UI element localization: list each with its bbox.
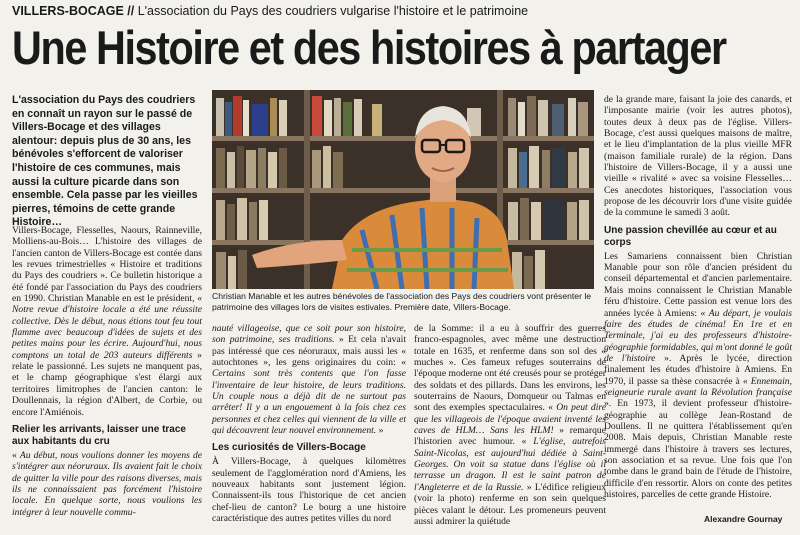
photo-illustration — [212, 90, 594, 289]
column-2 — [212, 323, 406, 525]
paragraph: À Villers-Bocage, à quelques kilomètres seulement de l'agglomération nord d'Amiens, les nouveaux habitants sont justement légion. Connaissent-ils tous l'historique de cet ancien chef-lieu de canton? Le bourg a une histoire caractéristique des autres petites villes du nord — [212, 456, 406, 525]
paragraph: nauté villageoise, que ce soit pour son histoire, son patrimoine, ses traditions. » Et cela n'avait pas intéressé que ces néoruraux, mais aussi les « autochtones », les gens originaires du coin: « Certains sont très contents que l'on fasse l'inventaire de leur histoire, de leurs traditions. Un couple nous a déjà dit de ne surtout pas arrêter! Il y a un engouement à la fois chez ces personnes et chez celles qui viennent de la ville et qui découvrent leur nouvel environnement. » — [212, 323, 406, 437]
photo-caption: Christian Manable et les autres bénévoles de l'association des Pays des coudriers vont présenter le patrimoine des villages lors de visites estivales. Première date, Villers-Bocage. — [212, 291, 592, 312]
subheading: Relier les arrivants, laisser une trace aux habitants du cru — [12, 423, 186, 447]
kicker-place: VILLERS-BOCAGE // — [12, 4, 135, 18]
paragraph: de la grande mare, faisant la joie des canards, et l'imposante mairie (voir les autres photos), toutes deux à deux pas de l'église. Villers-Bocage, c'est aussi quelques maisons de maître, et le lieu d'implantation de la plus vieille MFR (maison familiale rurale) de la région. Dans l'histoire de Villers-Bocage, il y a aussi une vieille « rivalité » avec sa voisine Flesselles… Ces anecdotes historiques, l'association vous propose de les découvrir lors d'une visite guidée de la commune le samedi 3 août. — [604, 94, 792, 219]
column-4 — [604, 94, 792, 500]
subheading: Une passion chevillée au cœur et au corps — [604, 224, 777, 248]
subheading: Les curiosités de Villers-Bocage — [212, 442, 366, 454]
article-headline: Une Histoire et des histoires à partager — [12, 21, 726, 74]
paragraph: de la Somme: il a eu à souffrir des guerres franco-espagnoles, avec même une destruction totale en 1635, et renferme dans son sol des « muches ». Ces fameux refuges souterrains de l'époque moderne ont été creusés pour se protéger des soldats et des pillards. Dans les environs, les souterrains de Naours, Domqueur ou Talmas en sont des exemples spectaculaires. « On peut dire que les villageois de l'époque avaient inventé les caves de HLM… Sans les HLM! » remarque l'historien avec humour. « L'église, autrefois Saint-Nicolas, est aujourd'hui dédiée à Saint-Georges. On voit sa statue dans l'église où il terrasse un dragon. Il est le saint patron de l'Angleterre et de la Russie. » L'édifice religieux (voir la photo) renferme en son sein quelques pièces valant le détour. Les promeneurs peuvent aussi admirer la quiétude — [414, 323, 606, 527]
paragraph: « Au début, nous voulions donner les moyens de s'intégrer aux néoruraux. Ils avaient fait le choix de quitter la ville pour des raisons diverses, mais ils ne connaissaient pas forcément l'histoire locale. En quelque sorte, nous voulions les intégrer à leur nouvelle commu- — [12, 449, 202, 518]
paragraph: Villers-Bocage, Flesselles, Naours, Rainneville, Molliens-au-Bois… L'histoire des villages de l'ancien canton de Villers-Bocage est contée dans les revues trimestrielles « Histoire et traditions du Pays des coudriers ». Ce bulletin historique a été fondé par l'association du Pays des coudriers en 1990. Christian Manable en est le président, « Notre revue d'histoire locale a été une réussite collective. Dès le début, nous étions tout feu tout flamme avec beaucoup d'idées de sujets et des petites mains pour les écrire. Aujourd'hui, nous comptons un total de 203 auteurs différents » relate le passionné. Les sujets ne manquent pas, et le champ géographique s'est élargi aux territoires limitrophes de l'ancien canton: le Doullennais, la région d'Albert, de Corbie, ou encore l'Amiénois. — [12, 225, 202, 418]
article-lead: L'association du Pays des coudriers en connaît un rayon sur le passé de Villers-Bocage et des villages alentour: depuis plus de 30 ans, les bénévoles s'efforcent de valoriser l'histoire de ces communes, mais aussi la culture picarde dans son ensemble. Cela passe par les vieilles pierres, témoins de cette grande Histoire… — [12, 94, 198, 229]
article-kicker — [12, 4, 528, 18]
column-1 — [12, 225, 202, 518]
column-3 — [414, 323, 606, 527]
author-byline: Alexandre Gournay — [704, 514, 783, 524]
article-photo — [212, 90, 594, 289]
paragraph: Les Samariens connaissent bien Christian Manable pour son rôle d'ancien président du conseil départemental et d'ancien parlementaire. Mais moins connaissent le Christian Manable féru d'histoire. Cette passion est venue lors des années lycée à Amiens: « Au départ, je voulais faire des études de cinéma! En 1re et en Terminale, j'ai eu des professeurs d'histoire-géographie formidables, qui m'ont donné le goût de l'histoire ». Après le lycée, direction finalement les études d'histoire à Amiens. En 1970, il passe sa thèse consacrée à « Ennemain, seigneurie rurale avant la Révolution française ». En 1973, il devient professeur d'histoire-géographie au collège Jean-Rostand de Doullens. Il ne quittera l'établissement qu'en 2008. Mais depuis, Christian Manable reste immergé dans l'histoire à travers ses lectures, son association et sa revue. Une fois que l'on tombe dans le grand bain de l'étude de l'histoire, difficile d'en ressortir. Alors on conte des petites histoires, parcelles de cette grande Histoire. — [604, 250, 792, 500]
kicker-text: L'association du Pays des coudriers vulgarise l'histoire et le patrimoine — [137, 4, 529, 18]
